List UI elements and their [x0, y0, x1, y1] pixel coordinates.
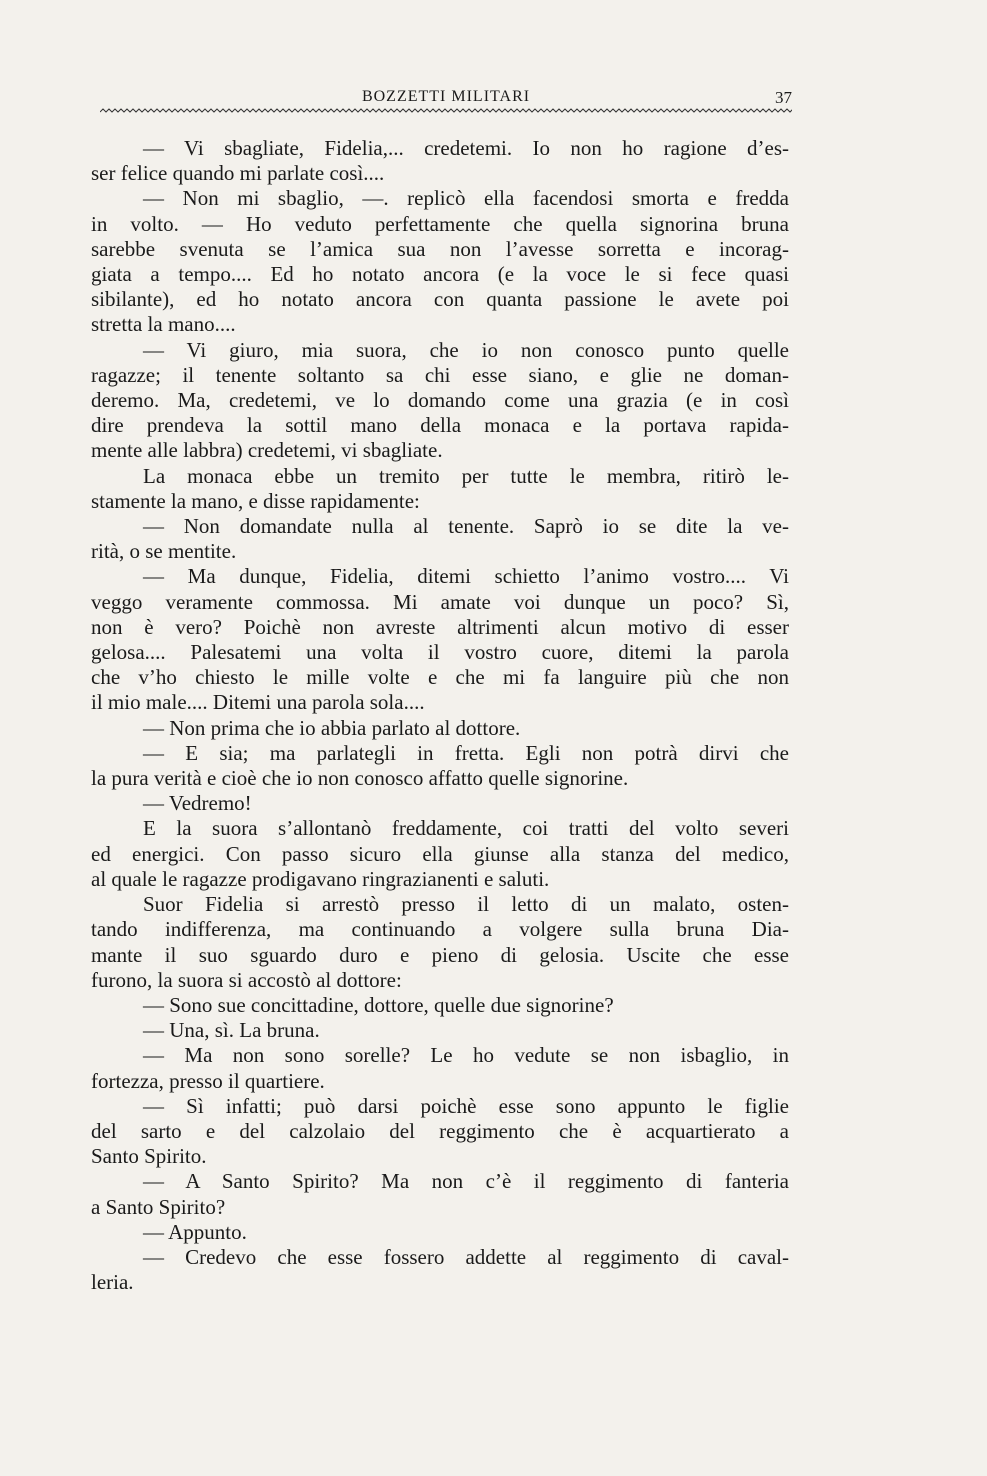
text-line: giata a tempo.... Ed ho notato ancora (e la voce le si fece quasi	[91, 262, 789, 287]
text-line: — Sì infatti; può darsi poichè esse sono appunto le figlie	[143, 1093, 789, 1118]
text-line: stretta la mano....	[91, 312, 236, 337]
text-line: mente alle labbra) credetemi, vi sbagliate.	[91, 438, 443, 463]
text-line: Suor Fidelia si arrestò presso il letto di un malato, osten-	[143, 892, 789, 917]
text-line: stamente la mano, e disse rapidamente:	[91, 488, 420, 513]
text-line: — Vi sbagliate, Fidelia,... credetemi. Io non ho ragione d’es-	[143, 136, 789, 160]
text-line: il mio male.... Ditemi una parola sola....	[91, 690, 425, 715]
text-line: E la suora s’allontanò freddamente, coi tratti del volto severi	[143, 816, 789, 841]
text-line: fortezza, presso il quartiere.	[91, 1068, 325, 1093]
text-line: La monaca ebbe un tremito per tutte le membra, ritirò le-	[143, 463, 789, 488]
text-line: — Non mi sbaglio, —. replicò ella facendosi smorta e fredda	[143, 186, 789, 211]
text-line: ragazze; il tenente soltanto sa chi esse siano, e glie ne doman-	[91, 362, 789, 387]
text-line: — Credevo che esse fossero addette al reggimento di caval-	[143, 1244, 789, 1269]
text-line: — Vi giuro, mia suora, che io non conosco punto quelle	[143, 337, 789, 362]
text-line: — Ma non sono sorelle? Le ho vedute se non isbaglio, in	[143, 1043, 789, 1068]
text-line: mante il suo sguardo duro e pieno di gelosia. Uscite che esse	[91, 942, 789, 967]
text-line: Santo Spirito.	[91, 1144, 207, 1169]
body-text	[91, 136, 789, 1295]
text-line: ed energici. Con passo sicuro ella giunse alla stanza del medico,	[91, 841, 789, 866]
text-line: — Appunto.	[143, 1219, 247, 1244]
text-line: — Una, sì. La bruna.	[143, 1018, 320, 1043]
text-line: veggo veramente commossa. Mi amate voi dunque un poco? Sì,	[91, 589, 789, 614]
text-line: del sarto e del calzolaio del reggimento che è acquartierato a	[91, 1118, 789, 1143]
text-line: la pura verità e cioè che io non conosco affatto quelle signorine.	[91, 766, 629, 791]
text-line: al quale le ragazze prodigavano ringrazianenti e saluti.	[91, 866, 550, 891]
text-line: — E sia; ma parlategli in fretta. Egli non potrà dirvi che	[143, 740, 789, 765]
text-line: furono, la suora si accostò al dottore:	[91, 967, 402, 992]
text-line: — Non prima che io abbia parlato al dottore.	[143, 715, 521, 740]
text-line: sibilante), ed ho notato ancora con quanta passione le avete poi	[91, 287, 789, 312]
text-line: tando indifferenza, ma continuando a volgere sulla bruna Dia-	[91, 917, 789, 942]
text-line: non è vero? Poichè non avreste altrimenti alcun motivo di esser	[91, 614, 789, 639]
text-line: rità, o se mentite.	[91, 539, 237, 564]
text-line: leria.	[91, 1270, 134, 1295]
text-line: — Sono sue concittadine, dottore, quelle due signorine?	[143, 992, 614, 1017]
text-line: deremo. Ma, credetemi, ve lo domando come una grazia (e in così	[91, 388, 789, 413]
text-line: gelosa.... Palesatemi una volta il vostro cuore, ditemi la parola	[91, 640, 789, 665]
page-header	[100, 84, 792, 118]
wavy-rule	[100, 108, 792, 116]
text-line: — A Santo Spirito? Ma non c’è il reggimento di fanteria	[143, 1169, 789, 1194]
text-line: — Vedremo!	[143, 791, 252, 816]
text-line: ser felice quando mi parlate così....	[91, 161, 385, 186]
text-line: sarebbe svenuta se l’amica sua non l’avesse sorretta e incorag-	[91, 236, 789, 261]
text-line: in volto. — Ho veduto perfettamente che quella signorina bruna	[91, 211, 789, 236]
page-number: 37	[775, 88, 792, 107]
text-line: — Non domandate nulla al tenente. Saprò io se dite la ve-	[143, 514, 789, 539]
running-title: BOZZETTI MILITARI	[361, 88, 531, 105]
text-line: dire prendeva la sottil mano della monaca e la portava rapida-	[91, 413, 789, 438]
text-line: — Ma dunque, Fidelia, ditemi schietto l’animo vostro.... Vi	[143, 564, 789, 589]
text-line: a Santo Spirito?	[91, 1194, 226, 1219]
text-line: che v’ho chiesto le mille volte e che mi fa languire più che non	[91, 665, 789, 690]
